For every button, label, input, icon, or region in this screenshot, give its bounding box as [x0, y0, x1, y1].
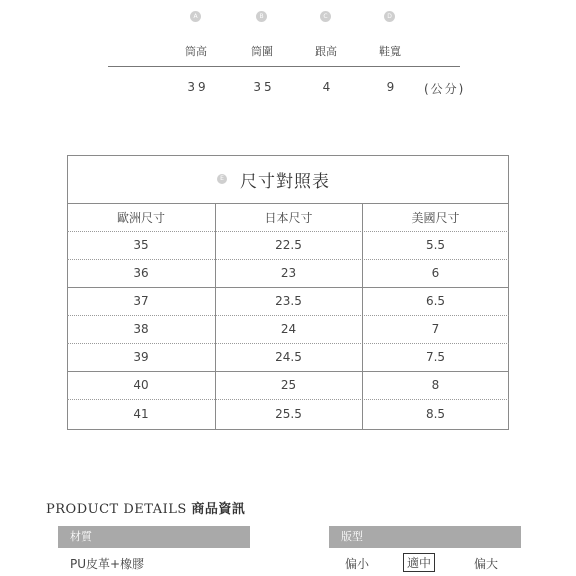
- table-cell: 35: [133, 238, 149, 252]
- table-divider: [67, 371, 509, 372]
- fit-option-small: 偏小: [345, 557, 370, 571]
- marker-a-badge: A: [190, 11, 201, 22]
- table-cell: 8: [431, 378, 440, 392]
- label-heel-height: 跟高: [315, 45, 337, 58]
- table-cell: 37: [133, 294, 149, 308]
- measurement-divider: [108, 66, 460, 67]
- table-divider: [67, 343, 509, 344]
- product-details-heading: [46, 498, 245, 517]
- value-shaft-circumference: 35: [253, 80, 275, 94]
- table-divider: [67, 259, 509, 260]
- table-cell: 6.5: [425, 294, 446, 308]
- fit-label-bar: 版型: [329, 526, 521, 548]
- table-cell: 39: [133, 350, 149, 364]
- table-cell: 25.5: [275, 407, 302, 421]
- table-cell: 7.5: [425, 350, 446, 364]
- table-cell: 24.5: [275, 350, 302, 364]
- table-cell: 6: [431, 266, 440, 280]
- table-cell: 22.5: [275, 238, 302, 252]
- table-cell: 38: [133, 322, 149, 336]
- label-shoe-width: 鞋寬: [379, 45, 401, 58]
- value-heel-height: 4: [322, 80, 334, 94]
- product-details-title-en: PRODUCT DETAILS: [46, 502, 187, 517]
- marker-d-badge: D: [384, 11, 395, 22]
- table-cell: 7: [431, 322, 440, 336]
- table-cell: 23: [280, 266, 297, 280]
- label-shaft-circumference: 筒圍: [251, 45, 273, 58]
- table-cell: 25: [280, 378, 297, 392]
- size-table-title: 尺寸對照表: [240, 172, 330, 192]
- value-shoe-width: 9: [386, 80, 398, 94]
- fit-option-large: 偏大: [474, 557, 499, 571]
- fit-option-true-to-size: 適中: [403, 553, 435, 572]
- marker-b-badge: B: [256, 11, 267, 22]
- table-divider: [67, 203, 509, 204]
- table-cell: 40: [133, 378, 149, 392]
- table-cell: 23.5: [275, 294, 302, 308]
- unit-label: (公分): [424, 82, 466, 96]
- table-cell: 41: [133, 407, 149, 421]
- table-cell: 8.5: [425, 407, 446, 421]
- marker-e-badge: E: [217, 174, 227, 184]
- marker-c-badge: C: [320, 11, 331, 22]
- table-cell: 24: [280, 322, 297, 336]
- material-value: PU皮革+橡膠: [70, 557, 145, 571]
- material-label-bar: 材質: [58, 526, 250, 548]
- table-divider: [67, 231, 509, 232]
- label-shaft-height: 筒高: [185, 45, 207, 58]
- value-shaft-height: 39: [187, 80, 209, 94]
- table-cell: 5.5: [425, 238, 446, 252]
- table-divider: [67, 315, 509, 316]
- product-details-title-zh: 商品資訊: [191, 502, 246, 517]
- header-us-size: 美國尺寸: [411, 211, 460, 225]
- table-divider: [67, 287, 509, 288]
- header-jp-size: 日本尺寸: [264, 211, 313, 225]
- header-eu-size: 歐洲尺寸: [116, 211, 165, 225]
- table-cell: 36: [133, 266, 149, 280]
- table-divider: [67, 399, 509, 400]
